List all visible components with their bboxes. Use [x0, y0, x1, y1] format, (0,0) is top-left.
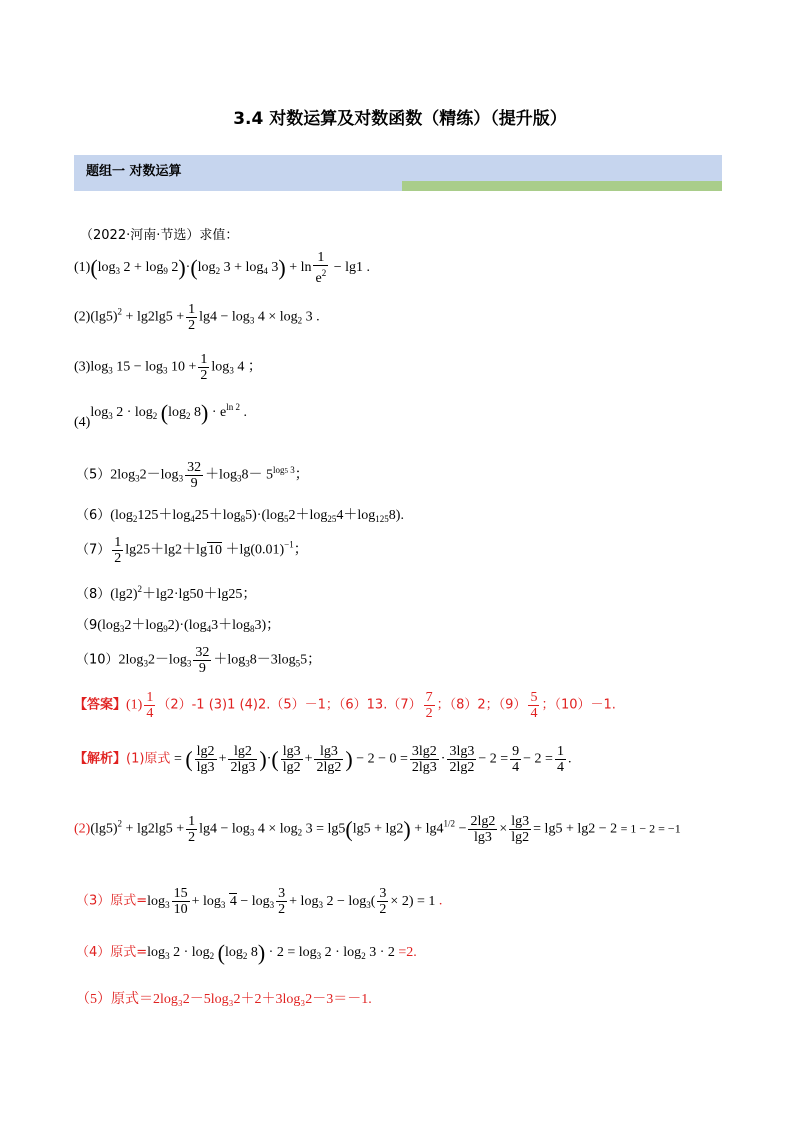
answer-text-1: (1) — [126, 697, 143, 713]
answer-text-4: ；（10）－1. — [541, 697, 616, 713]
analysis-step-3: （3）原式$=\log_3$ $\frac{15}{10}$ + $\log_3 4 - \log_3$ $\frac{3}{2}$ + $\log_3 2 - \log_3$( $\frac{3}{2}$ × 2) = 1 . — [76, 886, 443, 917]
analysis-4-label: （4）原式= — [76, 945, 148, 961]
problem-1: $(1)(\log_3$ $2 + \log_9 2)\cdot(\log_2$ $3 + \log_4 3) + \ln$ $\frac{1}{e^2}$ − lg1 . — [74, 250, 370, 286]
answer-text-2: （2）-1 (3)1 (4)2.（5）－1；（6）13.（7） — [157, 697, 422, 713]
problem-8-label: （8） — [76, 587, 111, 602]
problem-7-label: （7） — [76, 542, 111, 558]
answer-label: 【答案】 — [74, 697, 127, 713]
problem-9-label: （9 — [76, 618, 98, 633]
analysis-step-1: 【解析】(1)原式 = ( $\frac{\lg 2}{\lg 3}$ + $\frac{\lg 2}{2\lg 3}$ )·( $\frac{\lg 3}{\lg 2}$ + $\frac{\lg 3}{2\lg 2}$ ) − 2 − 0 = $\frac{3\lg 2}{2\lg 3}$ · $\frac{3\lg 3}{2\lg 2}$ − 2 = $\frac{9}{4}$ − 2 = $\frac{1}{4}$ . — [74, 744, 572, 775]
problem-6: $(6)(\log_2125+\log_425+\log_85)\cdot(\log_52+\log_{25}4+\log_{125}8)$. — [76, 508, 404, 524]
banner-accent — [402, 181, 722, 191]
problem-2-label: (2) — [74, 309, 91, 325]
problem-1-label: (1) — [74, 260, 91, 276]
problem-5: $(5)2\log_32-\log_3$ $\frac{32}{9}$ $+\log_38- 5^{log5 3}$； — [76, 460, 309, 491]
analysis-2-label: (2) — [74, 821, 91, 837]
analysis-3-label: （3）原式= — [76, 893, 148, 909]
problem-2: $(2)(\lg 5)^2 + \lg 2\lg 5$ + $\frac{1}{2}$ $\lg 4 - \log_3 4 \times \log_2 3$ . — [74, 302, 320, 333]
analysis-step-4: （4）原式$=\log_3$ $2 \cdot \log_2 (\log_2$ $8) \cdot 2 = \log_3 2 \cdot \log_2 3 \cdot 2 =2$. — [76, 940, 417, 965]
problem-intro: （2022·河南·节选）求值： — [80, 228, 239, 243]
problem-6-label: （6） — [76, 508, 111, 523]
analysis-step-5: （5）原式＝2log₃2－5log₃2＋2＋3log₃2－3＝－1. — [76, 992, 372, 1007]
section-label: 题组一 对数运算 — [86, 164, 182, 179]
problem-4: $(4)\log_3$ $2 \cdot \log_2 (\log_2$ $8) \cdot e^{ln 2}$ . — [74, 400, 247, 431]
problem-3: $(3)\log_3$ $15 - \log_3 10$ + $\frac{1}{2}$ $\log_3 4$ ； — [74, 352, 262, 383]
analysis-1-label: (1)原式 — [126, 751, 171, 767]
problem-8: $(8)(\lg 2)^2+\lg 2\cdot\lg 50+\lg 25$； — [76, 584, 257, 602]
analysis-label: 【解析】 — [74, 751, 127, 767]
analysis-step-2: $(2)(\lg 5)^2 + \lg 2\lg 5$ + $\frac{1}{2}$ $\lg 4 - \log_3 4 \times \log_2 3 = \lg 5(\lg 5 + \lg 2) + \lg 4^{1/2}$ − $\frac{2\lg 2}{\lg 3}$ × $\frac{\lg 3}{\lg 2}$ = lg5 + lg2 − 2 = 1 − 2 = −1 — [74, 814, 681, 845]
problem-7: （7） $\frac{1}{2}$ $\lg 25+\lg 2+\lg 10 +\lg(0.01)^{-1}$； — [76, 535, 308, 566]
answer-text-3: ；（8）2；（9） — [436, 697, 527, 713]
page-title: 3.4 对数运算及对数函数（精练）（提升版） — [233, 109, 567, 129]
problem-10: $(10)2\log_32-\log_3$ $\frac{32}{9}$ $+\log_38-3\log_55$； — [76, 645, 322, 676]
analysis-4-result: =2. — [398, 945, 417, 961]
problem-5-label: （5） — [76, 467, 111, 483]
problem-4-label: (4) — [74, 415, 91, 431]
problem-9: （$9(\log_32+\log_92)\cdot(\log_43+\log_83)$； — [76, 618, 281, 634]
problem-10-label: （10） — [76, 652, 119, 668]
answer-line: 【答案】(1) $\frac{1}{4}$ （2）-1 (3)1 (4)2.（5）－1；（6）13.（7） $\frac{7}{2}$ ；（8）2；（9） $\frac{5}{4}$ ；（10）－1. — [74, 690, 616, 721]
problem-3-label: (3) — [74, 359, 91, 375]
